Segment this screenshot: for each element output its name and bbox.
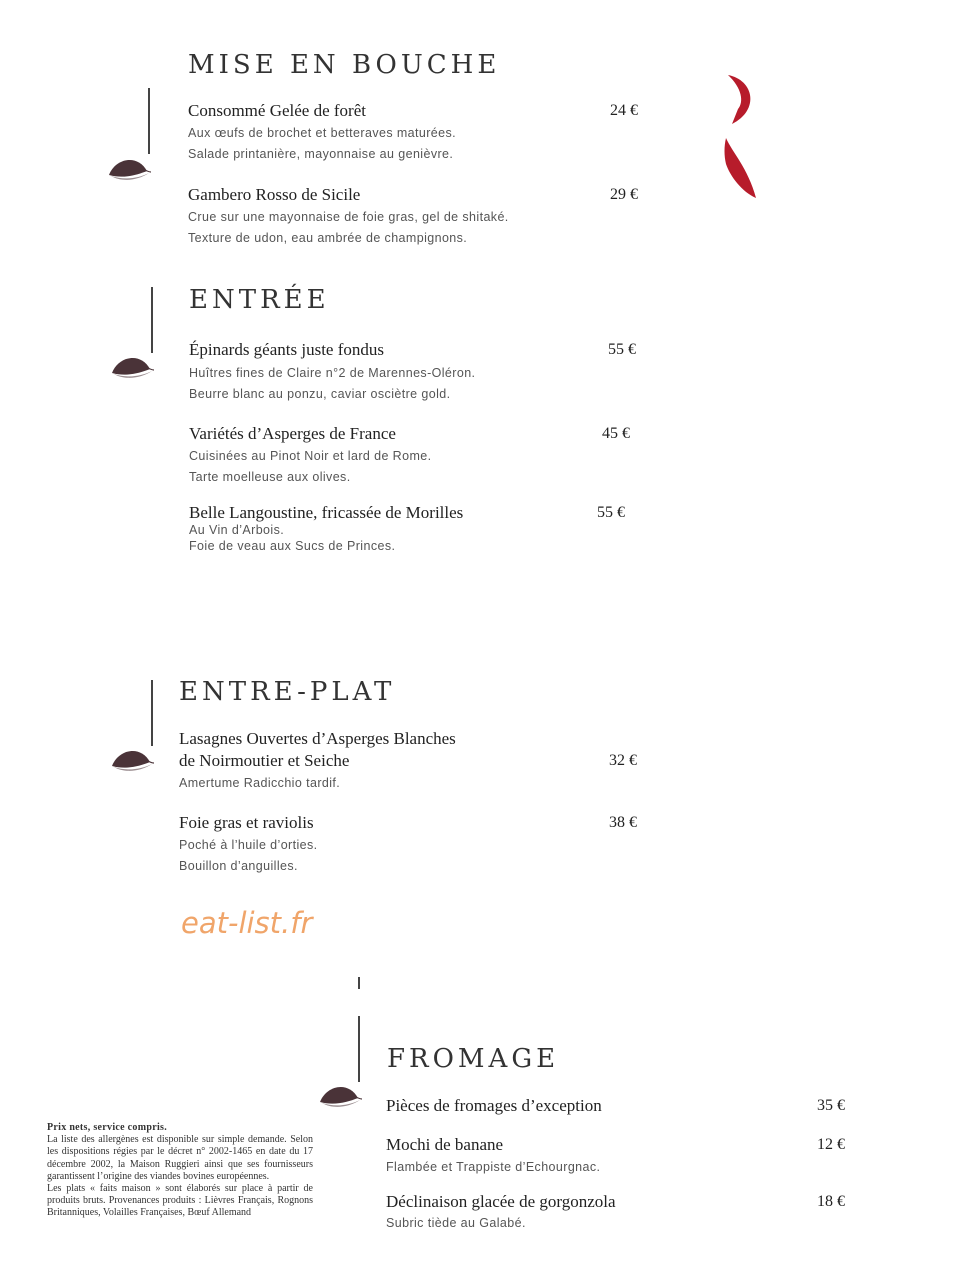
section-title-entre-plat: ENTRE-PLAT (179, 677, 396, 707)
dish-name: Épinards géants juste fondus (189, 340, 384, 359)
dish-description-line: Flambée et Trappiste d’Echourgnac. (386, 1160, 601, 1174)
footnote-homemade: Les plats « faits maison » sont élaborés sur place à partir de produits bruts. Provenances produits : Lièvres Français, Rognons Britanniques, Volailles Françaises, Bœuf Allemand (47, 1183, 313, 1219)
dish-price: 32 € (609, 752, 637, 769)
dish-name: Belle Langoustine, fricassée de Morilles (189, 503, 464, 522)
section-divider-line (151, 680, 153, 746)
dish-name: Lasagnes Ouvertes d’Asperges Blanches (179, 729, 456, 748)
dish-description (188, 123, 456, 165)
dish-price: 38 € (609, 814, 637, 831)
dish-price: 18 € (817, 1193, 845, 1210)
dish-price: 55 € (608, 341, 636, 358)
dish-description (189, 446, 432, 488)
dish-description-line: Aux œufs de brochet et betteraves maturées. (188, 126, 457, 140)
dish-price: 12 € (817, 1136, 845, 1153)
dish-name: Variétés d’Asperges de France (189, 424, 396, 443)
dish-description-line: Amertume Radicchio tardif. (179, 776, 341, 790)
dish-description-line: Texture de udon, eau ambrée de champignons. (188, 231, 468, 245)
dish-name: Mochi de banane (386, 1135, 504, 1154)
leaf-icon (318, 1076, 364, 1110)
dish-name: Déclinaison glacée de gorgonzola (386, 1192, 616, 1211)
leaf-icon (110, 347, 156, 381)
dish-description-line: Cuisinées au Pinot Noir et lard de Rome. (189, 449, 432, 463)
dish-description (179, 773, 340, 794)
dish-description (386, 1157, 600, 1178)
section-divider-line (148, 88, 150, 154)
watermark-text: eat-list.fr (181, 906, 313, 940)
dish-description-line: Bouillon d’anguilles. (179, 859, 298, 873)
dish-description (189, 363, 475, 405)
dish-description-line: Au Vin d’Arbois. (189, 523, 285, 537)
dish-description (188, 207, 509, 249)
dish-name-line-2: de Noirmoutier et Seiche (179, 751, 350, 770)
dish-name: Consommé Gelée de forêt (188, 101, 366, 120)
dish-description-line: Crue sur une mayonnaise de foie gras, gel de shitaké. (188, 210, 509, 224)
section-title-mise-en-bouche: MISE EN BOUCHE (188, 50, 501, 80)
dish-description (179, 835, 318, 877)
dish-description-line: Subric tiède au Galabé. (386, 1216, 526, 1230)
dish-name: Pièces de fromages d’exception (386, 1096, 602, 1115)
brand-logo-icon (722, 72, 762, 202)
dish-price: 24 € (610, 102, 638, 119)
dish-description-line: Foie de veau aux Sucs de Princes. (189, 539, 396, 553)
legal-footnote (47, 1122, 313, 1220)
dish-description-line: Salade printanière, mayonnaise au genièvre. (188, 147, 454, 161)
footnote-heading: Prix nets, service compris. (47, 1122, 168, 1133)
section-divider-line (358, 1016, 360, 1082)
dish-name: Foie gras et raviolis (179, 813, 314, 832)
section-title-entree: ENTRÉE (189, 285, 330, 315)
dish-description (189, 522, 395, 554)
dish-price: 55 € (597, 504, 625, 521)
leaf-icon (107, 149, 153, 183)
dish-price: 35 € (817, 1097, 845, 1114)
dish-name: Gambero Rosso de Sicile (188, 185, 361, 204)
dish-description-line: Beurre blanc au ponzu, caviar osciètre gold. (189, 387, 451, 401)
dish-price: 45 € (602, 425, 630, 442)
dish-description (386, 1213, 526, 1234)
section-divider-line (151, 287, 153, 353)
dish-description-line: Huîtres fines de Claire n°2 de Marennes-Oléron. (189, 366, 476, 380)
dish-price: 29 € (610, 186, 638, 203)
section-divider-line (358, 977, 360, 989)
footnote-allergens: La liste des allergènes est disponible sur simple demande. Selon les dispositions régies par le décret n° 2002-1465 en date du 17 décembre 2002, la Maison Ruggieri ainsi que ses fournisseurs garantissent l’origine des viandes bovines européennes. (47, 1134, 313, 1182)
dish-description-line: Poché à l’huile d’orties. (179, 838, 318, 852)
leaf-icon (110, 740, 156, 774)
section-title-fromage: FROMAGE (387, 1044, 560, 1074)
dish-description-line: Tarte moelleuse aux olives. (189, 470, 351, 484)
